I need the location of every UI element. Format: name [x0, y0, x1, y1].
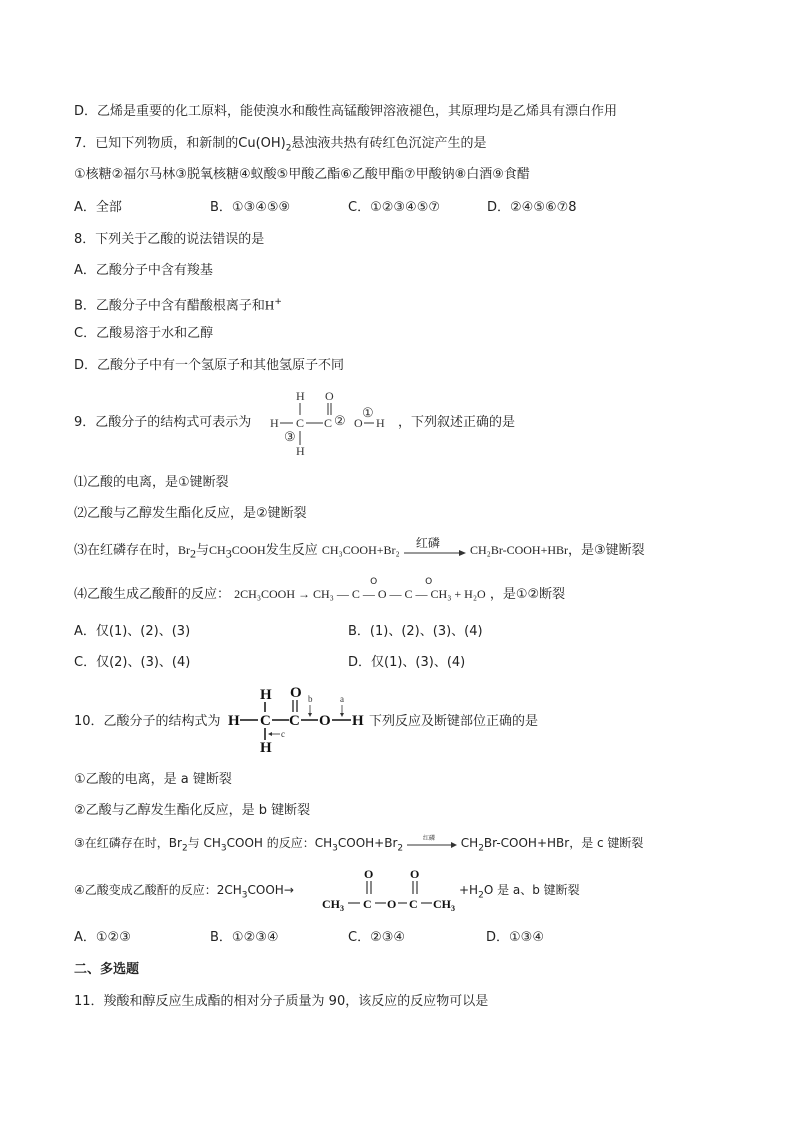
q10-anh-o-2: O — [410, 867, 420, 881]
q10-struct-h-left: H — [228, 713, 240, 729]
q7-stem — [74, 135, 487, 158]
q10-struct-h-bottom: H — [260, 740, 272, 756]
q10-struct-o-top: O — [290, 685, 302, 701]
q10-s3-catalyst: 红磷 — [422, 834, 435, 842]
q10-s4-pre: ④乙酸变成乙酸酐的反应：2CH — [74, 883, 242, 897]
q9-s3-formula: CH — [209, 543, 226, 557]
q9-statement-2: ⑵乙酸与乙醇发生酯化反应，是②键断裂 — [74, 506, 307, 521]
q10-bond-label-a: a — [340, 694, 344, 704]
q10-option-d[interactable]: D．①③④ — [486, 930, 544, 945]
q7-option-c[interactable]: C．①②③④⑤⑦ — [348, 200, 441, 215]
q10-s3-mid: 与 CH — [187, 836, 221, 850]
q7-option-d[interactable]: D．②④⑤⑥⑦8 — [487, 200, 577, 215]
q9-s4-o-1: O — [370, 577, 378, 587]
q9-s3-catalyst: 红磷 — [415, 535, 440, 550]
q6-option-d: D．乙烯是重要的化工原料，能使溴水和酸性高锰酸钾溶液褪色，其原理均是乙烯具有漂白作用 — [74, 104, 618, 119]
q10-s4-post — [459, 881, 580, 904]
q7-stem-text-end: 悬浊液共热有砖红色沉淀产生的是 — [291, 136, 487, 151]
q9-struct-c2: C — [324, 416, 333, 430]
q9-s3-post: ，是③键断裂 — [568, 543, 645, 558]
q10-bond-label-b: b — [308, 694, 313, 704]
q10-statement-2: ②乙酸与乙醇发生酯化反应，是 b 键断裂 — [74, 803, 311, 818]
q9-option-d[interactable]: D．仅(1)、(3)、(4) — [348, 655, 466, 670]
q10-bond-label-c: c — [281, 729, 285, 739]
q9-struct-h-right: H — [376, 416, 385, 430]
q9-struct-o-right: O — [354, 416, 363, 430]
q10-anh-o-mid: O — [387, 897, 397, 911]
q9-structure-formula — [266, 387, 396, 459]
q9-s3-react: 发生反应 — [265, 543, 318, 558]
q7-stem-text: 7．已知下列物质，和新制的Cu(OH) — [74, 136, 286, 151]
q10-s3-sub5: 2 — [478, 843, 484, 854]
q10-s3-arrow — [407, 834, 457, 850]
q7-option-a[interactable]: A．全部 — [74, 200, 122, 215]
q8-stem: 8．下列关于乙酸的说法错误的是 — [74, 232, 265, 247]
q9-struct-h-bottom: H — [296, 444, 305, 458]
q9-statement-1: ⑴乙酸的电离，是①键断裂 — [74, 475, 229, 490]
q10-s4-post-h: +H — [459, 883, 479, 897]
q10-statement-3 — [74, 834, 643, 857]
q10-s3-sub1: 2 — [181, 843, 188, 854]
q10-s4-sub2: 2 — [478, 890, 484, 901]
q10-statement-1: ①乙酸的电离，是 a 键断裂 — [74, 772, 232, 787]
q10-statement-4 — [74, 881, 294, 904]
q9-stem-pre: 9．乙酸分子的结构式可表示为 — [74, 415, 252, 430]
q9-struct-h-left: H — [270, 416, 279, 430]
q9-statement-4 — [74, 577, 566, 604]
q10-s4-end: O 是 a、b 键断裂 — [483, 883, 580, 897]
q7-stem-sub: 2 — [285, 143, 292, 154]
q9-struct-h-top: H — [296, 389, 305, 403]
q10-s3-sub2: 3 — [220, 843, 227, 854]
q10-s3-sub4: 2 — [397, 843, 404, 854]
q10-s4-mid: COOH→ — [247, 883, 294, 897]
q9-option-c[interactable]: C．仅(2)、(3)、(4) — [74, 655, 191, 670]
q10-anh-c-1: C — [363, 897, 372, 911]
q9-s4-pre: ⑷乙酸生成乙酸酐的反应： — [74, 587, 231, 602]
q9-struct-c1: C — [296, 416, 305, 430]
q9-s3-mid: 与 — [196, 543, 210, 558]
svg-text:CH3: $CH_3$ — [322, 897, 344, 913]
q10-anh-c-2: C — [409, 897, 418, 911]
q9-statement-3 — [74, 535, 645, 563]
q10-structure-formula — [226, 684, 368, 756]
svg-text:CH3: $CH_3$ — [433, 897, 455, 913]
q9-s4-equation: 2CH₃COOH → CH₃ — C — O — C — CH₃ + H₂O — [234, 587, 486, 601]
q9-s4-o-2: O — [425, 577, 433, 587]
q10-s3-right-post: Br-COOH+HBr，是 c 键断裂 — [483, 836, 644, 850]
q8-option-a[interactable]: A．乙酸分子中含有羧基 — [74, 263, 213, 278]
q10-s3-right-pre: CH — [460, 836, 479, 850]
q8-option-b-ion: H — [264, 297, 275, 313]
q10-struct-h-right: H — [352, 713, 364, 729]
q10-stem-pre: 10．乙酸分子的结构式为 — [74, 714, 221, 729]
q9-option-a[interactable]: A．仅(1)、(2)、(3) — [74, 624, 191, 639]
q10-option-a[interactable]: A．①②③ — [74, 930, 131, 945]
q9-bond-label-1: ① — [362, 405, 374, 420]
q8-option-d[interactable]: D．乙酸分子中有一个氢原子和其他氢原子不同 — [74, 358, 345, 373]
section-title-multi-choice: 二、多选题 — [74, 962, 140, 977]
q10-struct-c2: C — [289, 713, 300, 729]
q10-option-b[interactable]: B．①②③④ — [210, 930, 279, 945]
q9-bond-label-2: ② — [334, 413, 346, 428]
q10-s4-sub: 3 — [241, 890, 248, 901]
q10-s3-pre: ③在红磷存在时，Br — [74, 836, 182, 850]
q10-anhydride-formula — [320, 866, 460, 914]
q8-option-c[interactable]: C．乙酸易溶于水和乙醇 — [74, 326, 214, 341]
q10-s3-sub3: 3 — [332, 843, 338, 854]
q9-option-b[interactable]: B．(1)、(2)、(3)、(4) — [348, 624, 483, 639]
q8-option-b-charge: + — [274, 297, 282, 307]
q7-items: ①核糖②福尔马林③脱氧核糖④蚁酸⑤甲酸乙酯⑥乙酸甲酯⑦甲酸钠⑧白酒⑨食醋 — [74, 167, 530, 182]
q9-s4-equation-wrap — [234, 577, 486, 604]
q10-option-c[interactable]: C．②③④ — [348, 930, 406, 945]
q9-s3-br-sub: 2 — [190, 546, 197, 561]
q10-struct-h-top: H — [260, 687, 272, 703]
q10-s3-mid2: COOH 的反应：CH — [226, 836, 333, 850]
q9-s3-arrow — [404, 535, 466, 558]
q8-option-b[interactable] — [74, 293, 282, 315]
q10-stem-post: 下列反应及断键部位正确的是 — [369, 714, 539, 729]
q9-bond-label-3: ③ — [284, 429, 296, 444]
q10-s3-mid3: COOH+Br — [337, 836, 398, 850]
q8-option-b-text: B．乙酸分子中含有醋酸根离子和 — [74, 298, 265, 314]
q9-struct-o-top: O — [325, 389, 334, 403]
q9-s3-br: Br — [178, 543, 191, 557]
q9-s3-eq-right: CH₂Br-COOH+HBr — [469, 543, 569, 557]
q10-struct-c1: C — [260, 713, 271, 729]
q9-s4-post: ，是①②断裂 — [489, 587, 566, 602]
q9-s3-eq-left: CH₃COOH+Br₂ — [321, 543, 400, 557]
q9-s3-pre: ⑶在红磷存在时， — [74, 543, 179, 558]
q10-anh-o-1: O — [364, 867, 374, 881]
q7-option-b[interactable]: B．①③④⑤⑨ — [210, 200, 291, 215]
q11-stem: 11．羧酸和醇反应生成酯的相对分子质量为 90，该反应的反应物可以是 — [74, 994, 489, 1009]
q10-struct-o-right: O — [319, 713, 331, 729]
q9-s3-formula-end: COOH — [231, 543, 266, 557]
q9-s3-formula-sub: 3 — [225, 546, 232, 561]
q9-stem-post: ，下列叙述正确的是 — [398, 415, 516, 430]
